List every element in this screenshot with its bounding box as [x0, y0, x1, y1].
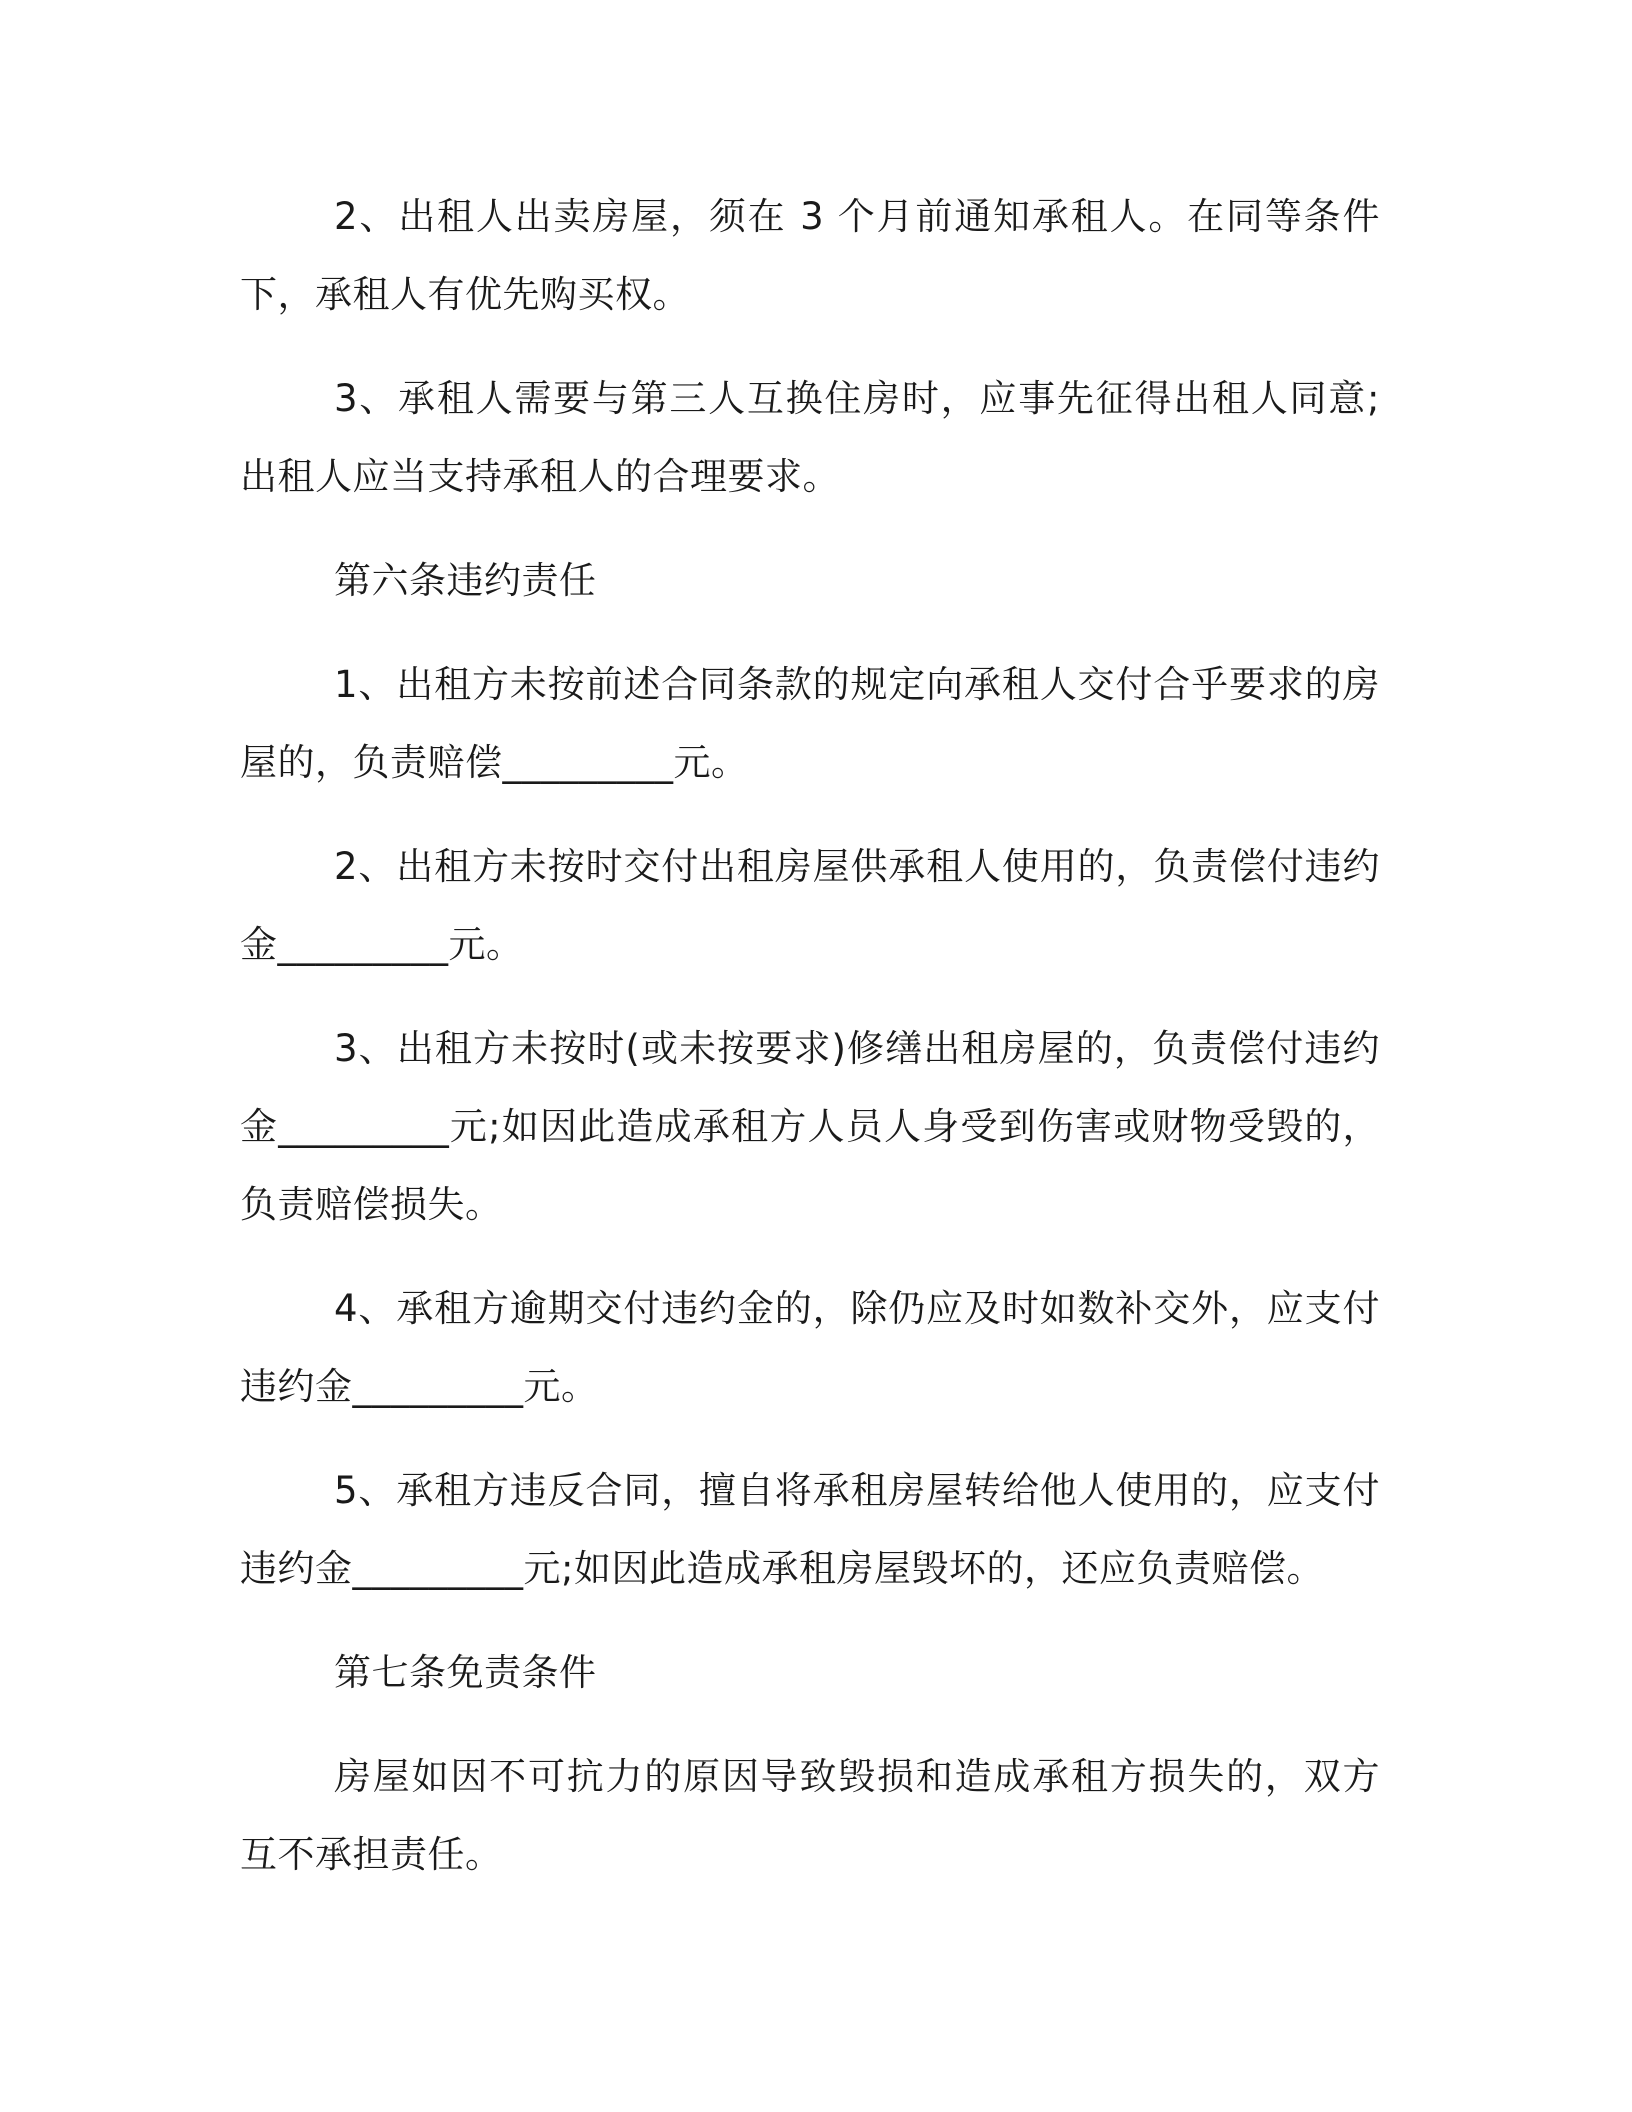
clause-paragraph: 4、承租方逾期交付违约金的，除仍应及时如数补交外，应支付违约金_________元。: [240, 1287, 1380, 1408]
clause-paragraph: 3、承租人需要与第三人互换住房时，应事先征得出租人同意;出租人应当支持承租人的合理要求。: [240, 377, 1380, 498]
clause-paragraph: 2、出租方未按时交付出租房屋供承租人使用的，负责偿付违约金_________元。: [240, 845, 1380, 966]
document-body: [240, 178, 1380, 1920]
clause-paragraph: 3、出租方未按时(或未按要求)修缮出租房屋的，负责偿付违约金_________元;如因此造成承租方人员人身受到伤害或财物受毁的，负责赔偿损失。: [240, 1027, 1380, 1226]
clause-paragraph: 2、出租人出卖房屋，须在 3 个月前通知承租人。在同等条件下，承租人有优先购买权。: [240, 195, 1380, 316]
section-heading: 第七条免责条件: [334, 1651, 597, 1694]
clause-paragraph: 5、承租方违反合同，擅自将承租房屋转给他人使用的，应支付违约金_________元;如因此造成承租房屋毁坏的，还应负责赔偿。: [240, 1469, 1380, 1590]
clause-paragraph: 房屋如因不可抗力的原因导致毁损和造成承租方损失的，双方互不承担责任。: [240, 1755, 1380, 1876]
section-heading: 第六条违约责任: [334, 559, 597, 602]
clause-paragraph: 1、出租方未按前述合同条款的规定向承租人交付合乎要求的房屋的，负责赔偿_________元。: [240, 663, 1380, 784]
